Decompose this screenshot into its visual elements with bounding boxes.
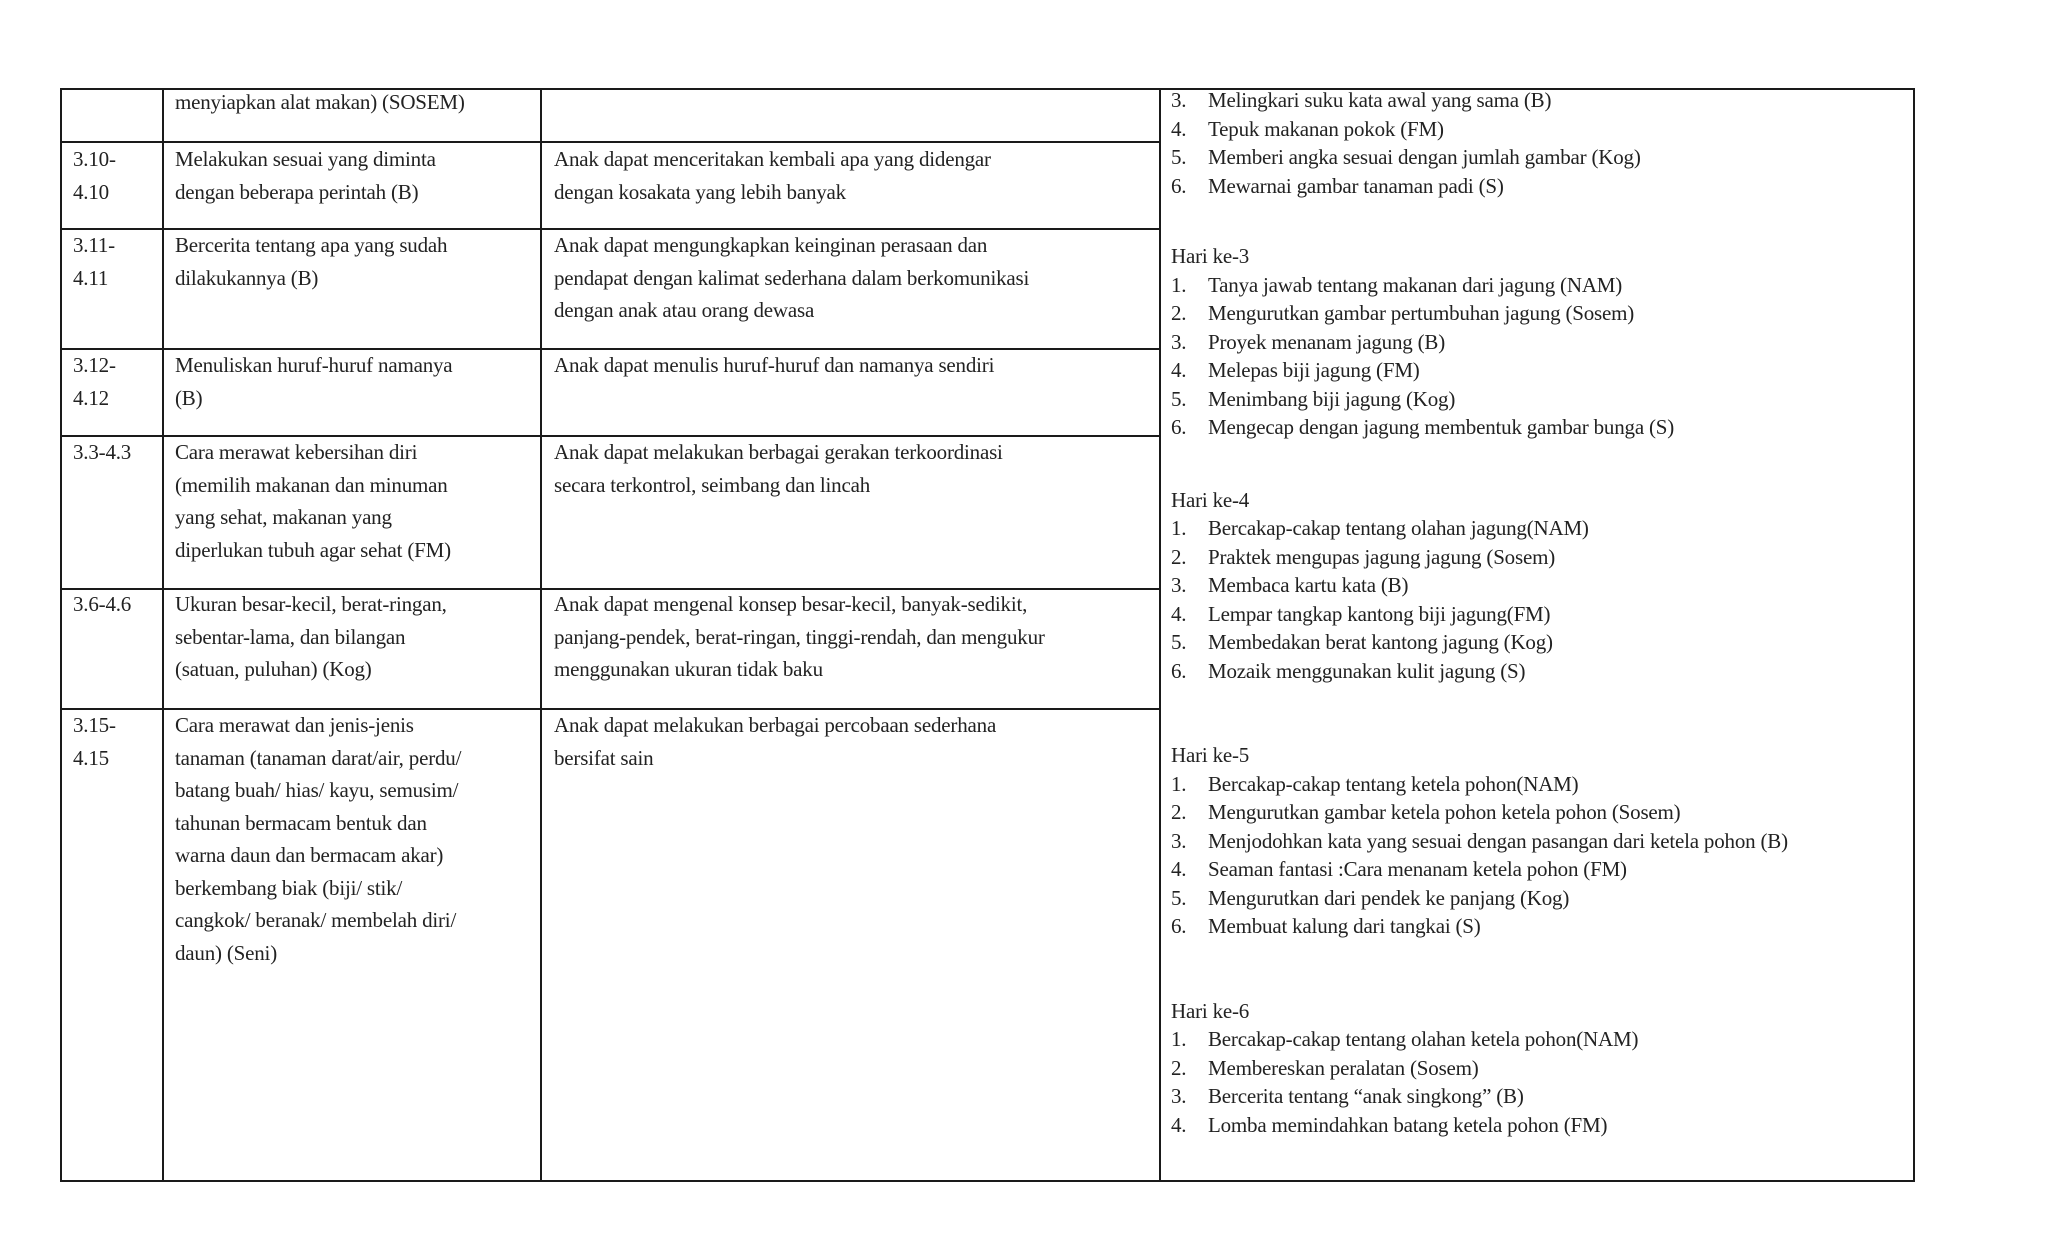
list-item bbox=[1171, 299, 1788, 328]
item-number: 4. bbox=[1171, 1112, 1187, 1137]
item-number: 1. bbox=[1171, 272, 1187, 297]
indicator-line: secara terkontrol, seimbang dan lincah bbox=[554, 472, 871, 497]
indicator-line: dengan kosakata yang lebih banyak bbox=[554, 179, 846, 204]
list-item bbox=[1171, 912, 1788, 941]
kd-line: tanaman (tanaman darat/air, perdu/ bbox=[175, 745, 462, 770]
kd-line: cangkok/ beranak/ membelah diri/ bbox=[175, 908, 457, 932]
list-item bbox=[1171, 884, 1788, 913]
kd-line: Cara merawat kebersihan diri bbox=[175, 440, 418, 464]
item-text: Mewarnai gambar tanaman padi (S) bbox=[1208, 173, 1504, 198]
item-number: 6. bbox=[1171, 658, 1187, 683]
kd-code bbox=[73, 349, 116, 414]
indicator-line: Anak dapat mengungkapkan keinginan perasaan dan bbox=[554, 233, 988, 257]
code-line: 4.10 bbox=[73, 179, 109, 204]
item-number: 5. bbox=[1171, 145, 1187, 169]
item-text: Lempar tangkap kantong biji jagung(FM) bbox=[1208, 601, 1551, 626]
kd-description bbox=[175, 709, 461, 969]
item-number: 1. bbox=[1171, 771, 1187, 796]
list-item bbox=[1171, 657, 1788, 686]
item-text: Tanya jawab tentang makanan dari jagung (NAM) bbox=[1208, 272, 1623, 297]
column-divider bbox=[540, 88, 542, 1182]
item-text: Membereskan peralatan (Sosem) bbox=[1208, 1055, 1479, 1080]
item-text: Mengecap dengan jagung membentuk gambar bunga (S) bbox=[1208, 415, 1675, 439]
day-heading: Hari ke-5 bbox=[1171, 743, 1250, 767]
item-text: Bercakap-cakap tentang ketela pohon(NAM) bbox=[1208, 771, 1579, 796]
code-line: 4.12 bbox=[73, 385, 109, 410]
item-text: Menjodohkan kata yang sesuai dengan pasangan dari ketela pohon (B) bbox=[1208, 828, 1788, 853]
item-number: 5. bbox=[1171, 885, 1187, 910]
item-text: Menimbang biji jagung (Kog) bbox=[1208, 386, 1456, 411]
list-item bbox=[1171, 827, 1788, 856]
kd-line: Bercerita tentang apa yang sudah bbox=[175, 233, 448, 257]
code-line: 3.12- bbox=[73, 353, 116, 377]
item-text: Proyek menanam jagung (B) bbox=[1208, 329, 1446, 354]
kd-description bbox=[175, 349, 452, 414]
indicator bbox=[554, 709, 996, 774]
item-number: 4. bbox=[1171, 857, 1187, 881]
item-text: Tepuk makanan pokok (FM) bbox=[1208, 116, 1444, 141]
column-divider bbox=[1159, 88, 1161, 1182]
kd-line: dilakukannya (B) bbox=[175, 265, 319, 290]
list-item bbox=[1171, 798, 1788, 827]
item-number: 2. bbox=[1171, 800, 1187, 824]
indicator-line: dengan anak atau orang dewasa bbox=[554, 298, 815, 322]
item-text: Praktek mengupas jagung jagung (Sosem) bbox=[1208, 544, 1556, 569]
indicator bbox=[554, 436, 1003, 501]
kd-description bbox=[175, 229, 447, 294]
list-item bbox=[1171, 172, 1788, 201]
item-text: Membuat kalung dari tangkai (S) bbox=[1208, 914, 1481, 938]
kd-line: berkembang biak (biji/ stik/ bbox=[175, 875, 403, 900]
kd-line: Cara merawat dan jenis-jenis bbox=[175, 713, 414, 737]
code-line: 3.11- bbox=[73, 233, 115, 257]
code-line: 3.3-4.3 bbox=[73, 440, 132, 464]
indicator bbox=[554, 143, 991, 208]
indicator-line: Anak dapat menceritakan kembali apa yang didengar bbox=[554, 147, 991, 171]
kd-line: menyiapkan alat makan) (SOSEM) bbox=[175, 90, 465, 114]
code-line: 3.10- bbox=[73, 147, 116, 171]
kd-line: Melakukan sesuai yang diminta bbox=[175, 147, 436, 171]
kd-line: diperlukan tubuh agar sehat (FM) bbox=[175, 537, 451, 562]
item-text: Mengurutkan gambar ketela pohon ketela pohon (Sosem) bbox=[1208, 800, 1681, 824]
kd-line: yang sehat, makanan yang bbox=[175, 505, 392, 529]
code-line: 3.6-4.6 bbox=[73, 592, 132, 616]
kd-line: tahunan bermacam bentuk dan bbox=[175, 810, 427, 835]
indicator-line: Anak dapat mengenal konsep besar-kecil, banyak-sedikit, bbox=[554, 592, 1028, 616]
list-item bbox=[1171, 271, 1788, 300]
item-number: 6. bbox=[1171, 415, 1187, 439]
item-number: 3. bbox=[1171, 828, 1187, 853]
list-item bbox=[1171, 1082, 1788, 1111]
item-number: 5. bbox=[1171, 630, 1187, 654]
indicator-line: bersifat sain bbox=[554, 745, 654, 770]
indicator-line: Anak dapat melakukan berbagai gerakan terkoordinasi bbox=[554, 440, 1003, 464]
day-heading: Hari ke-3 bbox=[1171, 244, 1250, 268]
list-item bbox=[1171, 143, 1788, 172]
item-number: 3. bbox=[1171, 329, 1187, 354]
item-number: 2. bbox=[1171, 544, 1187, 569]
kd-line: Menuliskan huruf-huruf namanya bbox=[175, 353, 453, 377]
list-item bbox=[1171, 855, 1788, 884]
item-text: Melingkari suku kata awal yang sama (B) bbox=[1208, 88, 1552, 112]
kd-line: dengan beberapa perintah (B) bbox=[175, 179, 419, 204]
list-item bbox=[1171, 413, 1788, 442]
kd-line: (memilih makanan dan minuman bbox=[175, 472, 448, 497]
kd-line: (B) bbox=[175, 385, 203, 410]
kd-line: (satuan, puluhan) (Kog) bbox=[175, 657, 372, 681]
code-line: 3.15- bbox=[73, 713, 116, 737]
kd-line: batang buah/ hias/ kayu, semusim/ bbox=[175, 778, 459, 802]
activities-column bbox=[1171, 86, 1788, 1139]
item-text: Membedakan berat kantong jagung (Kog) bbox=[1208, 630, 1553, 654]
kd-code bbox=[73, 709, 116, 774]
kd-description bbox=[175, 143, 436, 208]
code-line: 4.11 bbox=[73, 265, 109, 290]
list-item bbox=[1171, 571, 1788, 600]
item-text: Mengurutkan dari pendek ke panjang (Kog) bbox=[1208, 885, 1570, 910]
kd-line: warna daun dan bermacam akar) bbox=[175, 843, 444, 867]
day-heading: Hari ke-4 bbox=[1171, 487, 1250, 512]
item-number: 4. bbox=[1171, 601, 1187, 626]
column-divider bbox=[162, 88, 164, 1182]
item-text: Membaca kartu kata (B) bbox=[1208, 573, 1409, 597]
item-text: Seaman fantasi :Cara menanam ketela pohon (FM) bbox=[1208, 857, 1627, 881]
list-item bbox=[1171, 1054, 1788, 1083]
item-number: 1. bbox=[1171, 516, 1187, 540]
indicator-line: panjang-pendek, berat-ringan, tinggi-rendah, dan mengukur bbox=[554, 624, 1045, 649]
item-number: 1. bbox=[1171, 1027, 1187, 1051]
item-text: Bercakap-cakap tentang olahan ketela pohon(NAM) bbox=[1208, 1027, 1639, 1051]
list-item bbox=[1171, 628, 1788, 657]
item-number: 4. bbox=[1171, 358, 1187, 382]
item-number: 3. bbox=[1171, 1084, 1187, 1108]
item-text: Bercakap-cakap tentang olahan jagung(NAM) bbox=[1208, 516, 1589, 540]
kd-line: sebentar-lama, dan bilangan bbox=[175, 624, 406, 649]
item-number: 2. bbox=[1171, 301, 1187, 325]
kd-line: daun) (Seni) bbox=[175, 940, 277, 965]
kd-description bbox=[175, 436, 451, 566]
list-item bbox=[1171, 543, 1788, 572]
list-item bbox=[1171, 328, 1788, 357]
list-item bbox=[1171, 600, 1788, 629]
item-number: 4. bbox=[1171, 116, 1187, 141]
list-item bbox=[1171, 1111, 1788, 1140]
item-text: Melepas biji jagung (FM) bbox=[1208, 358, 1420, 382]
indicator-line: Anak dapat menulis huruf-huruf dan namanya sendiri bbox=[554, 353, 995, 377]
kd-code bbox=[73, 588, 131, 621]
list-item bbox=[1171, 1025, 1788, 1054]
kd-description bbox=[175, 588, 447, 686]
table-row bbox=[175, 86, 465, 119]
item-text: Memberi angka sesuai dengan jumlah gambar (Kog) bbox=[1208, 145, 1641, 169]
item-number: 6. bbox=[1171, 914, 1187, 938]
indicator-line: pendapat dengan kalimat sederhana dalam berkomunikasi bbox=[554, 265, 1030, 290]
item-number: 3. bbox=[1171, 573, 1187, 597]
item-number: 5. bbox=[1171, 386, 1187, 411]
indicator-line: Anak dapat melakukan berbagai percobaan sederhana bbox=[554, 713, 997, 737]
list-item bbox=[1171, 356, 1788, 385]
kd-code bbox=[73, 229, 115, 294]
list-item bbox=[1171, 514, 1788, 543]
indicator-line: menggunakan ukuran tidak baku bbox=[554, 657, 823, 681]
item-number: 6. bbox=[1171, 173, 1187, 198]
item-number: 3. bbox=[1171, 88, 1187, 112]
indicator bbox=[554, 349, 994, 382]
list-item bbox=[1171, 86, 1788, 115]
item-number: 2. bbox=[1171, 1055, 1187, 1080]
item-text: Mozaik menggunakan kulit jagung (S) bbox=[1208, 658, 1526, 683]
list-item bbox=[1171, 770, 1788, 799]
kd-code bbox=[73, 143, 116, 208]
item-text: Mengurutkan gambar pertumbuhan jagung (Sosem) bbox=[1208, 301, 1635, 325]
kd-code bbox=[73, 436, 131, 469]
indicator bbox=[554, 588, 1045, 686]
indicator bbox=[554, 229, 1029, 327]
code-line: 4.15 bbox=[73, 745, 109, 770]
list-item bbox=[1171, 115, 1788, 144]
day-heading: Hari ke-6 bbox=[1171, 998, 1250, 1023]
list-item bbox=[1171, 385, 1788, 414]
kd-line: Ukuran besar-kecil, berat-ringan, bbox=[175, 592, 447, 616]
item-text: Lomba memindahkan batang ketela pohon (FM) bbox=[1208, 1112, 1608, 1137]
item-text: Bercerita tentang “anak singkong” (B) bbox=[1208, 1084, 1524, 1108]
